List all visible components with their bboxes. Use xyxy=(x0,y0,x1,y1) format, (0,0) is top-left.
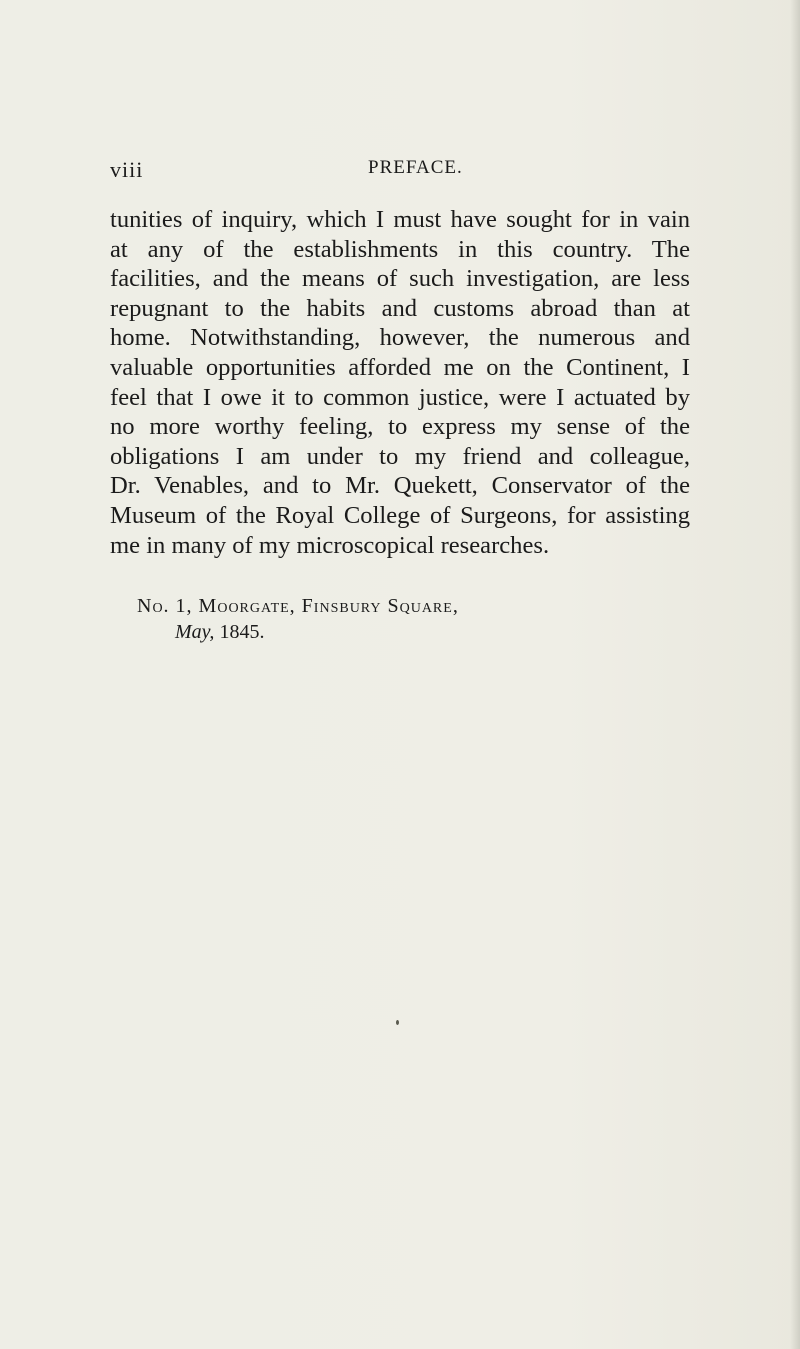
page-number: viii xyxy=(110,157,144,182)
text-line: Museum of the Royal College of Surgeons, for assisting xyxy=(110,501,690,529)
ink-speck xyxy=(396,1020,399,1025)
signature-block xyxy=(137,593,657,645)
text-line: me in many of my microscopical researches. xyxy=(110,531,550,559)
page-edge-shadow xyxy=(790,0,800,1349)
running-head xyxy=(110,157,690,187)
text-line: valuable opportunities afforded me on the Continent, I xyxy=(110,353,690,381)
text-line: at any of the establishments in this country. The xyxy=(110,235,690,263)
text-line: obligations I am under to my friend and colleague, xyxy=(110,442,690,470)
running-title: PREFACE. xyxy=(368,157,463,178)
text-line: no more worthy feeling, to express my sense of the xyxy=(110,413,690,441)
text-line: Dr. Venables, and to Mr. Quekett, Conservator of the xyxy=(110,472,690,500)
date-year: 1845. xyxy=(219,621,265,643)
date-month: May, xyxy=(175,621,215,643)
date-line xyxy=(175,619,657,645)
address-line: No. 1, Moorgate, Finsbury Square, xyxy=(137,595,459,617)
text-line: facilities, and the means of such investigation, are less xyxy=(110,265,690,293)
text-line: home. Notwithstanding, however, the numerous and xyxy=(110,324,690,352)
text-line: feel that I owe it to common justice, were I actuated by xyxy=(110,383,690,411)
text-line: tunities of inquiry, which I must have sought for in vain xyxy=(110,206,690,233)
text-line: repugnant to the habits and customs abroad than at xyxy=(110,294,690,322)
preface-paragraph xyxy=(110,205,690,560)
